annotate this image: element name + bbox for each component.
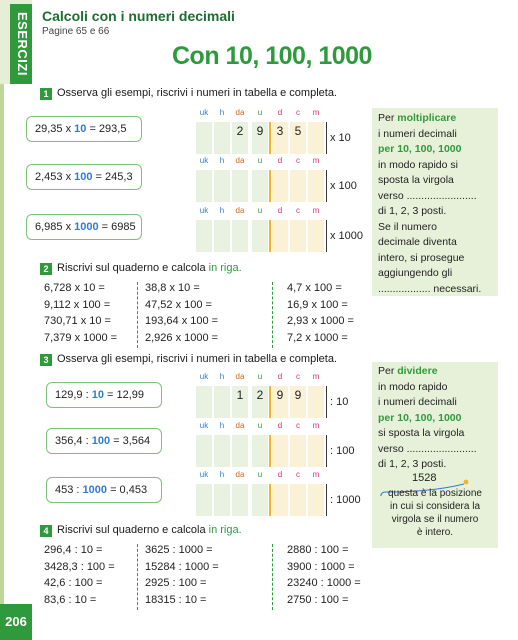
- decimal-separator-line: [269, 386, 271, 418]
- place-cell: [214, 484, 230, 516]
- decimal-separator-line: [269, 170, 271, 202]
- rule-line: di 1, 2, 3 posti.: [378, 205, 447, 217]
- place-header-uk: uk: [199, 372, 209, 381]
- exercise-2-instruction: [57, 262, 242, 274]
- place-cell: [290, 435, 306, 467]
- place-cell: [214, 435, 230, 467]
- place-digit: 5: [294, 124, 302, 138]
- place-header-h: h: [219, 108, 225, 117]
- operation-label: x 100: [330, 180, 357, 192]
- place-cell: [252, 170, 268, 202]
- place-header-m: m: [312, 421, 320, 430]
- example-box: [26, 164, 142, 190]
- rule-line: .................. necessari.: [378, 282, 482, 295]
- place-header-d: d: [277, 470, 283, 479]
- rule-line: Per moltiplicare: [378, 112, 457, 124]
- rule-line: virgola se il numero: [391, 514, 479, 525]
- chapter-title: Calcoli con i numeri decimali: [42, 8, 235, 24]
- example-factor: 10: [74, 123, 87, 135]
- place-header-u: u: [257, 206, 263, 215]
- example-divisor: 100: [91, 435, 111, 447]
- calculation-item: 16,9 x 100 =: [287, 298, 348, 311]
- operation-label: x 1000: [330, 230, 364, 242]
- place-header-d: d: [277, 108, 283, 117]
- decimal-separator-line: [269, 435, 271, 467]
- place-cell: [272, 170, 288, 202]
- example-box: [26, 116, 142, 142]
- rule-line: decimale diventa: [378, 236, 457, 248]
- example-operand: 29,35 x: [35, 123, 75, 135]
- rule-keyword: dividere: [397, 365, 438, 377]
- place-cell: [196, 220, 212, 252]
- place-header-da: da: [235, 421, 245, 430]
- calculation-item: 18315 : 10 =: [145, 593, 207, 606]
- column-divider: [272, 282, 273, 348]
- example-box: [46, 428, 162, 454]
- place-header-m: m: [312, 156, 320, 165]
- place-cell: [290, 170, 306, 202]
- rule-line: in modo rapido si: [378, 158, 458, 171]
- calculation-item: 3428,3 : 100 =: [44, 560, 115, 573]
- example-operand: 129,9 :: [55, 389, 92, 401]
- exercise-3-instruction: Osserva gli esempi, riscrivi i numeri in tabella e completa.: [57, 353, 337, 365]
- place-header-c: c: [296, 156, 300, 165]
- side-stripe: [0, 84, 4, 604]
- rule-line: Per dividere: [378, 365, 438, 377]
- place-cell: [214, 220, 230, 252]
- rule-line: verso ........................: [378, 189, 477, 202]
- place-header-h: h: [219, 372, 225, 381]
- example-divisor: 10: [91, 389, 104, 401]
- page-number: 206: [5, 614, 27, 629]
- place-cell: [232, 220, 248, 252]
- rule-line: per 10, 100, 1000: [378, 143, 462, 155]
- place-header-h: h: [219, 421, 225, 430]
- place-header-d: d: [277, 421, 283, 430]
- place-header-d: d: [277, 206, 283, 215]
- calculation-item: 3900 : 1000 =: [287, 560, 355, 573]
- example-result: = 293,5: [86, 123, 127, 135]
- example-divisor: 1000: [82, 484, 108, 496]
- place-digit: 2: [256, 388, 264, 402]
- place-header-c: c: [296, 206, 300, 215]
- example-box: [26, 214, 142, 240]
- example-operand: 2,453 x: [35, 171, 75, 183]
- operation-label: : 10: [330, 396, 349, 408]
- operation-bracket: [326, 220, 327, 252]
- place-header-c: c: [296, 372, 300, 381]
- example-box: [46, 382, 162, 408]
- place-digit: 3: [276, 124, 284, 138]
- exercise-1-number: 1: [40, 88, 52, 100]
- calculation-item: 193,64 x 100 =: [145, 315, 219, 327]
- decimal-separator-line: [269, 484, 271, 516]
- example-result: = 3,564: [110, 435, 151, 447]
- place-cell: [214, 386, 230, 418]
- calculation-item: 730,71 x 10 =: [44, 315, 111, 327]
- place-header-da: da: [235, 108, 245, 117]
- place-digit: 9: [276, 388, 284, 402]
- calculation-item: 9,112 x 100 =: [44, 298, 111, 311]
- place-header-c: c: [296, 108, 300, 117]
- place-cell: [290, 220, 306, 252]
- operation-label: x 10: [330, 132, 351, 144]
- place-cell: [252, 484, 268, 516]
- calculation-item: 3625 : 1000 =: [145, 544, 213, 556]
- place-cell: [196, 170, 212, 202]
- place-header-u: u: [257, 421, 263, 430]
- place-header-uk: uk: [199, 470, 209, 479]
- instruction-highlight: in riga.: [208, 524, 242, 536]
- operation-bracket: [326, 170, 327, 202]
- place-header-h: h: [219, 470, 225, 479]
- instruction-text: Riscrivi sul quaderno e calcola: [57, 524, 209, 536]
- calculation-item: 2925 : 100 =: [145, 577, 207, 589]
- calculation-item: 15284 : 1000 =: [145, 560, 219, 573]
- example-factor: 1000: [74, 221, 99, 233]
- place-header-u: u: [257, 470, 263, 479]
- place-digit: 2: [236, 124, 244, 138]
- chapter-pages: Pagine 65 e 66: [42, 26, 110, 37]
- place-header-m: m: [312, 470, 320, 479]
- calculation-item: 7,379 x 1000 =: [44, 331, 118, 344]
- rule-line: si sposta la virgola: [378, 427, 465, 439]
- place-cell: [196, 122, 212, 154]
- calculation-item: 38,8 x 10 =: [145, 282, 200, 294]
- place-header-m: m: [312, 206, 320, 215]
- exercise-4-instruction: [57, 524, 242, 536]
- exercise-1-instruction: Osserva gli esempi, riscrivi i numeri in tabella e completa.: [57, 87, 337, 99]
- exercise-2-number: 2: [40, 263, 52, 275]
- calculation-item: 83,6 : 10 =: [44, 593, 97, 606]
- place-digit: 9: [294, 388, 302, 402]
- example-factor: 100: [74, 171, 93, 183]
- decimal-separator-line: [269, 122, 271, 154]
- place-header-u: u: [257, 372, 263, 381]
- rule-line: è intero.: [416, 527, 454, 538]
- calculation-item: 296,4 : 10 =: [44, 544, 103, 556]
- place-cell: [272, 435, 288, 467]
- place-cell: [308, 435, 324, 467]
- column-divider: [272, 544, 273, 610]
- rule-keyword: moltiplicare: [397, 112, 457, 124]
- place-cell: [232, 435, 248, 467]
- instruction-highlight: in riga.: [208, 262, 242, 274]
- place-cell: [308, 386, 324, 418]
- calculation-item: 2,926 x 1000 =: [145, 331, 219, 344]
- place-cell: [272, 220, 288, 252]
- place-header-da: da: [235, 470, 245, 479]
- rule-line: intero, si prosegue: [378, 251, 465, 264]
- exercise-3-number: 3: [40, 354, 52, 366]
- place-cell: [308, 122, 324, 154]
- place-header-c: c: [296, 421, 300, 430]
- operation-label: : 1000: [330, 494, 361, 506]
- place-header-m: m: [312, 108, 320, 117]
- place-header-uk: uk: [199, 156, 209, 165]
- example-operand: 356,4 :: [55, 435, 92, 447]
- instruction-text: Riscrivi sul quaderno e calcola: [57, 262, 209, 274]
- place-cell: [232, 484, 248, 516]
- calculation-item: 7,2 x 1000 =: [287, 331, 348, 344]
- column-divider: [137, 282, 138, 348]
- place-header-u: u: [257, 108, 263, 117]
- place-cell: [308, 484, 324, 516]
- place-header-c: c: [296, 470, 300, 479]
- calculation-item: 2,93 x 1000 =: [287, 315, 354, 327]
- place-header-d: d: [277, 156, 283, 165]
- place-cell: [214, 170, 230, 202]
- rule-line: i numeri decimali: [378, 396, 457, 408]
- place-header-da: da: [235, 206, 245, 215]
- place-cell: [214, 122, 230, 154]
- column-divider: [137, 544, 138, 610]
- place-header-da: da: [235, 156, 245, 165]
- place-cell: [272, 484, 288, 516]
- place-header-u: u: [257, 156, 263, 165]
- example-result: = 6985: [98, 221, 136, 233]
- rule-line: Se il numero: [378, 220, 437, 233]
- place-cell: [252, 435, 268, 467]
- example-box: [46, 477, 162, 503]
- operation-bracket: [326, 484, 327, 516]
- operation-bracket: [326, 435, 327, 467]
- place-header-d: d: [277, 372, 283, 381]
- exercise-4-number: 4: [40, 525, 52, 537]
- operation-bracket: [326, 122, 327, 154]
- calculation-item: 42,6 : 100 =: [44, 577, 103, 589]
- decimal-separator-line: [269, 220, 271, 252]
- rule-line: di 1, 2, 3 posti.: [378, 458, 447, 470]
- place-cell: [196, 386, 212, 418]
- rule-line: per 10, 100, 1000: [378, 411, 462, 424]
- page-title: Con 10, 100, 1000: [172, 42, 372, 70]
- example-integer: 1528: [412, 472, 437, 484]
- example-operand: 6,985 x: [35, 221, 75, 233]
- rule-line: in cui si considera la: [389, 501, 481, 512]
- calculation-item: 4,7 x 100 =: [287, 282, 342, 294]
- operation-bracket: [326, 386, 327, 418]
- place-cell: [196, 435, 212, 467]
- calculation-item: 6,728 x 10 =: [44, 282, 105, 294]
- example-result: = 0,453: [107, 484, 148, 496]
- place-header-uk: uk: [199, 421, 209, 430]
- rule-line: questa è la posizione: [388, 488, 482, 499]
- example-operand: 453 :: [55, 484, 83, 496]
- example-result: = 245,3: [92, 171, 133, 183]
- calculation-item: 47,52 x 100 =: [145, 298, 212, 311]
- place-cell: [196, 484, 212, 516]
- place-cell: [308, 170, 324, 202]
- calculation-item: 2750 : 100 =: [287, 593, 349, 606]
- operation-label: : 100: [330, 445, 355, 457]
- place-header-da: da: [235, 372, 245, 381]
- place-cell: [232, 170, 248, 202]
- place-cell: [290, 484, 306, 516]
- calculation-item: 23240 : 1000 =: [287, 577, 361, 589]
- rule-line: i numeri decimali: [378, 127, 457, 140]
- place-digit: 1: [236, 388, 244, 402]
- place-header-uk: uk: [199, 206, 209, 215]
- side-tab-label: ESERCIZI: [15, 12, 30, 76]
- place-cell: [252, 220, 268, 252]
- rule-line: sposta la virgola: [378, 174, 454, 186]
- place-header-h: h: [219, 156, 225, 165]
- place-header-m: m: [312, 372, 320, 381]
- place-header-uk: uk: [199, 108, 209, 117]
- place-header-h: h: [219, 206, 225, 215]
- calculation-item: 2880 : 100 =: [287, 544, 349, 556]
- rule-line: in modo rapido: [378, 380, 448, 393]
- place-cell: [308, 220, 324, 252]
- rule-line: aggiungendo gli: [378, 267, 453, 279]
- place-digit: 9: [256, 124, 264, 138]
- example-result: = 12,99: [103, 389, 145, 401]
- rule-line: verso ........................: [378, 442, 477, 455]
